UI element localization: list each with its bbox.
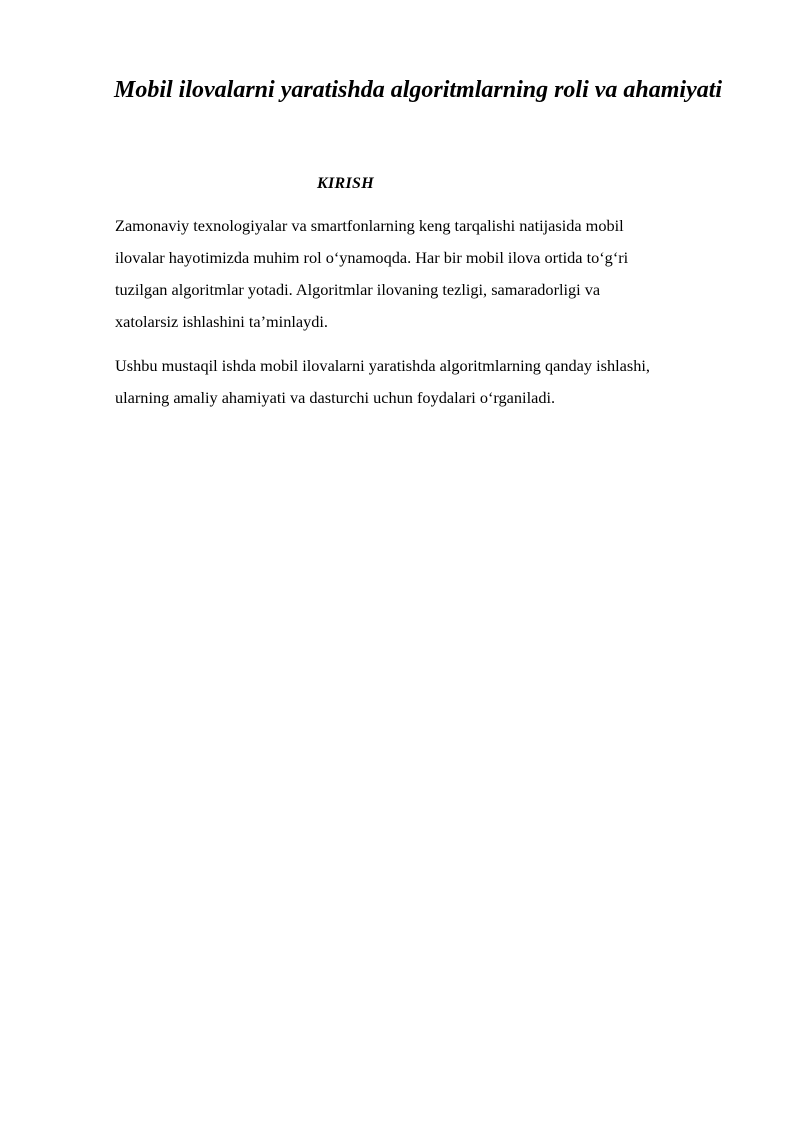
paragraph-line: Ushbu mustaqil ishda mobil ilovalarni yaratishda algoritmlarning qanday ishlashi,	[115, 356, 650, 375]
paragraph-line: xatolarsiz ishlashini ta’minlaydi.	[115, 312, 328, 331]
intro-paragraph-2	[115, 350, 745, 414]
paragraph-line: ularning amaliy ahamiyati va dasturchi uchun foydalari o‘rganiladi.	[115, 388, 556, 407]
document-title: Mobil ilovalarni yaratishda algoritmlarning roli va ahamiyati	[114, 77, 723, 103]
paragraph-line: tuzilgan algoritmlar yotadi. Algoritmlar ilovaning tezligi, samaradorligi va	[115, 280, 601, 299]
paragraph-line: ilovalar hayotimizda muhim rol o‘ynamoqda. Har bir mobil ilova ortida to‘g‘ri	[115, 248, 629, 267]
paragraph-line: Zamonaviy texnologiyalar va smartfonlarning keng tarqalishi natijasida mobil	[115, 216, 624, 235]
intro-paragraph-1	[115, 210, 745, 338]
section-heading-kirish: KIRISH	[317, 175, 374, 192]
